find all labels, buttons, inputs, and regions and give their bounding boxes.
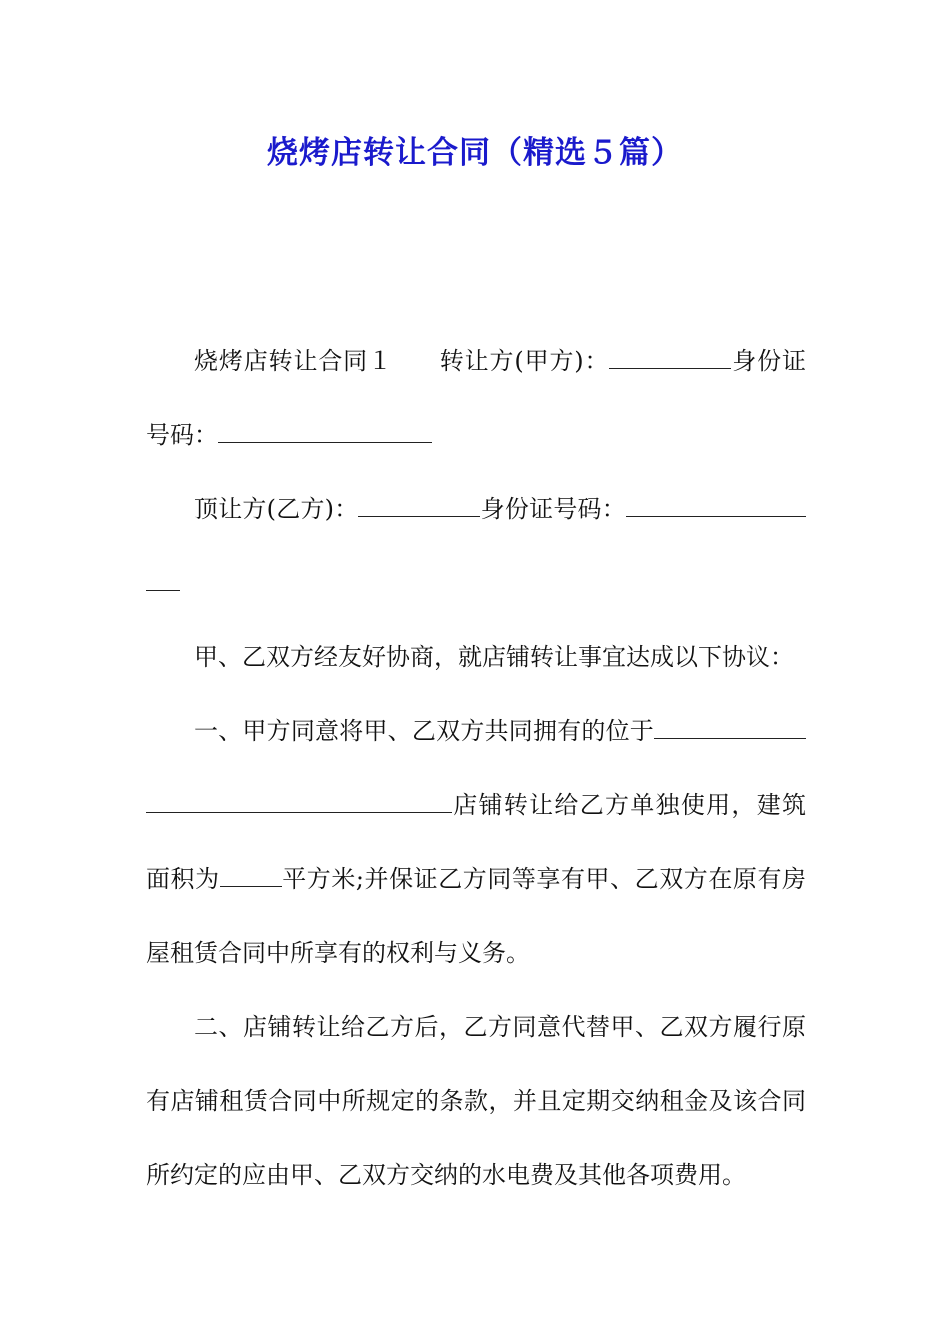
paragraph-clause-1 (146, 694, 806, 990)
paragraph-transferee (146, 472, 806, 620)
clause-1-part-c: 平方米;并保证乙方同等享有甲、乙双方在原有房屋租赁合同中所享有的权利与义务。 (146, 865, 806, 967)
transferor-name-blank (609, 348, 731, 369)
transferor-id-label: 身份证号码： (146, 347, 806, 449)
transferee-id-blank-2 (146, 570, 180, 591)
area-blank (220, 866, 282, 887)
transferor-label: 转让方(甲方)： (438, 347, 610, 375)
transferor-id-blank (218, 422, 432, 443)
clause-1-part-a: 一、甲方同意将甲、乙双方共同拥有的位于 (194, 717, 654, 745)
document-body (146, 324, 806, 1212)
paragraph-agreement-intro: 甲、乙双方经友好协商，就店铺转让事宜达成以下协议： (194, 643, 794, 671)
contract-heading: 烧烤店转让合同１ (194, 347, 393, 375)
paragraph-transferor (146, 324, 806, 472)
clause-1-part-b: 店铺转让给乙方单独使用，建筑面积为 (146, 791, 806, 893)
location-blank-1 (654, 718, 806, 739)
transferee-label: 顶让方(乙方)： (194, 495, 359, 523)
transferee-id-blank-1 (626, 496, 806, 517)
document-title: 烧烤店转让合同（精选５篇） (267, 135, 683, 171)
transferee-name-blank (358, 496, 480, 517)
transferee-id-label: 身份证号码： (480, 495, 626, 523)
paragraph-clause-2: 二、店铺转让给乙方后，乙方同意代替甲、乙双方履行原有店铺租赁合同中所规定的条款，并且定期交纳租金及该合同所约定的应由甲、乙双方交纳的水电费及其他各项费用。 (146, 1013, 806, 1189)
location-blank-2 (146, 792, 452, 813)
